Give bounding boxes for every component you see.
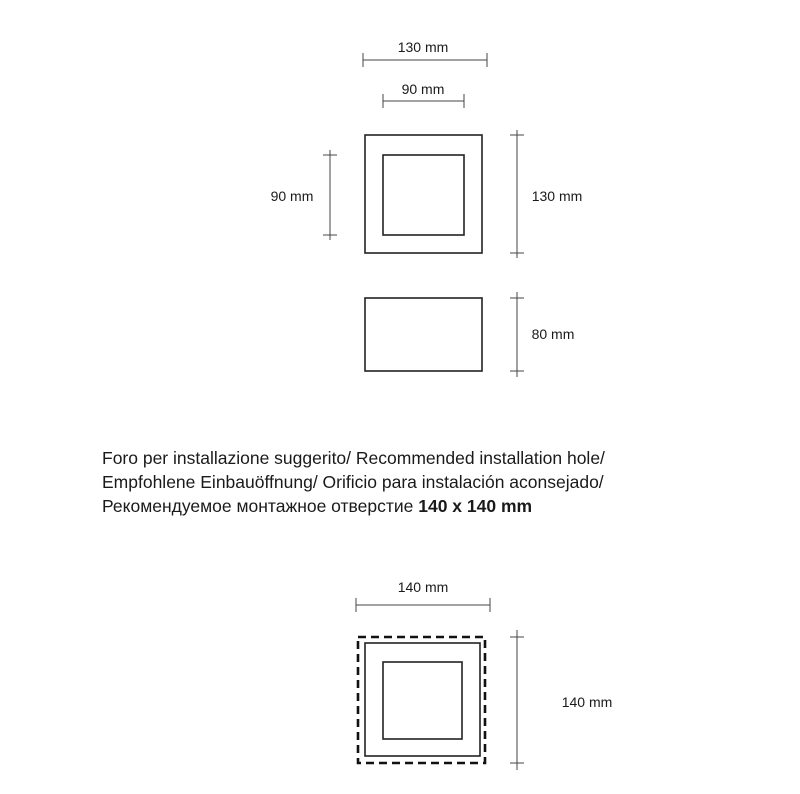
fixture-inner-opening [383,155,464,235]
outer-height-dimension [510,130,582,258]
cutout-width-label: 140 mm [397,579,449,595]
cutout-height-dimension [510,630,612,770]
outer-height-label: 130 mm [531,188,583,204]
caption-hole-size: 140 x 140 mm [418,496,533,516]
installation-hole-outline [358,637,485,763]
inner-width-dimension [383,81,464,108]
inner-width-label: 90 mm [401,81,445,97]
cutout-fixture-inner-opening [383,662,462,739]
outer-width-label: 130 mm [397,39,449,55]
outer-width-dimension [363,39,487,67]
depth-dimension [510,292,574,377]
inner-height-label: 90 mm [270,188,314,204]
depth-label: 80 mm [531,326,575,342]
caption-line-2: Empfohlene Einbauöffnung/ Orificio para instalación aconsejado/ [102,472,604,492]
inner-height-dimension [271,150,337,240]
cutout-height-label: 140 mm [561,694,613,710]
installation-hole-caption [102,446,762,518]
caption-line-3 [102,494,762,518]
fixture-side-view [365,298,482,371]
caption-line-3-text: Рекомендуемое монтажное отверстие [102,496,419,516]
cutout-width-dimension [356,579,490,612]
caption-line-1: Foro per installazione suggerito/ Recommended installation hole/ [102,448,605,468]
